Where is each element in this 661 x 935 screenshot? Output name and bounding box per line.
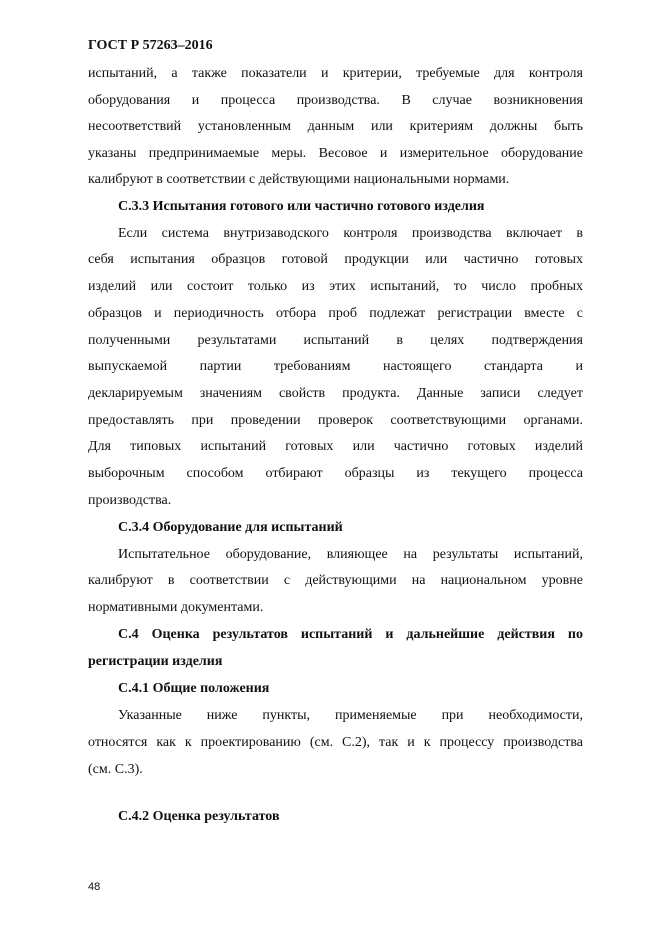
body-line: нормативными документами. bbox=[88, 600, 264, 615]
body-line: несоответствий установленным данным или критериям должны быть bbox=[88, 119, 583, 134]
body-line: изделий или состоит только из этих испытаний, то число пробных bbox=[88, 279, 583, 294]
body-line: предоставлять при проведении проверок соответствующими органами. bbox=[88, 413, 583, 428]
section-heading-c4: С.4 Оценка результатов испытаний и дальнейшие действия по bbox=[118, 627, 583, 642]
body-line: полученными результатами испытаний в целях подтверждения bbox=[88, 333, 583, 348]
body-line: Испытательное оборудование, влияющее на результаты испытаний, bbox=[118, 547, 583, 562]
body-line: выпускаемой партии требованиям настоящего стандарта и bbox=[88, 359, 583, 374]
body-line: выборочным способом отбирают образцы из текущего процесса bbox=[88, 466, 583, 481]
body-line: калибруют в соответствии с действующими национальными нормами. bbox=[88, 172, 510, 187]
section-heading-c42: С.4.2 Оценка результатов bbox=[118, 809, 280, 824]
section-heading-c41: С.4.1 Общие положения bbox=[118, 681, 270, 696]
standard-header: ГОСТ Р 57263–2016 bbox=[88, 38, 213, 53]
body-line: Указанные ниже пункты, применяемые при необходимости, bbox=[118, 708, 583, 723]
body-line: производства. bbox=[88, 493, 172, 508]
body-line: образцов и периодичность отбора проб подлежат регистрации вместе с bbox=[88, 306, 583, 321]
body-line: Для типовых испытаний готовых или частично готовых изделий bbox=[88, 439, 583, 454]
section-heading-c34: С.3.4 Оборудование для испытаний bbox=[118, 520, 343, 535]
body-line: указаны предпринимаемые меры. Весовое и измерительное оборудование bbox=[88, 146, 583, 161]
body-line: калибруют в соответствии с действующими на национальном уровне bbox=[88, 573, 583, 588]
body-line: Если система внутризаводского контроля производства включает в bbox=[118, 226, 583, 241]
body-line: относятся как к проектированию (см. С.2), так и к процессу производства bbox=[88, 735, 583, 750]
body-line: себя испытания образцов готовой продукции или частично готовых bbox=[88, 252, 583, 267]
page-number: 48 bbox=[88, 881, 101, 893]
body-line: (см. С.3). bbox=[88, 762, 143, 777]
section-heading-c4-cont: регистрации изделия bbox=[88, 654, 223, 669]
section-heading-c33: С.3.3 Испытания готового или частично готового изделия bbox=[118, 199, 485, 214]
body-line: испытаний, а также показатели и критерии, требуемые для контроля bbox=[88, 66, 583, 81]
body-line: оборудования и процесса производства. В случае возникновения bbox=[88, 93, 583, 108]
body-line: декларируемым значениям свойств продукта. Данные записи следует bbox=[88, 386, 583, 401]
